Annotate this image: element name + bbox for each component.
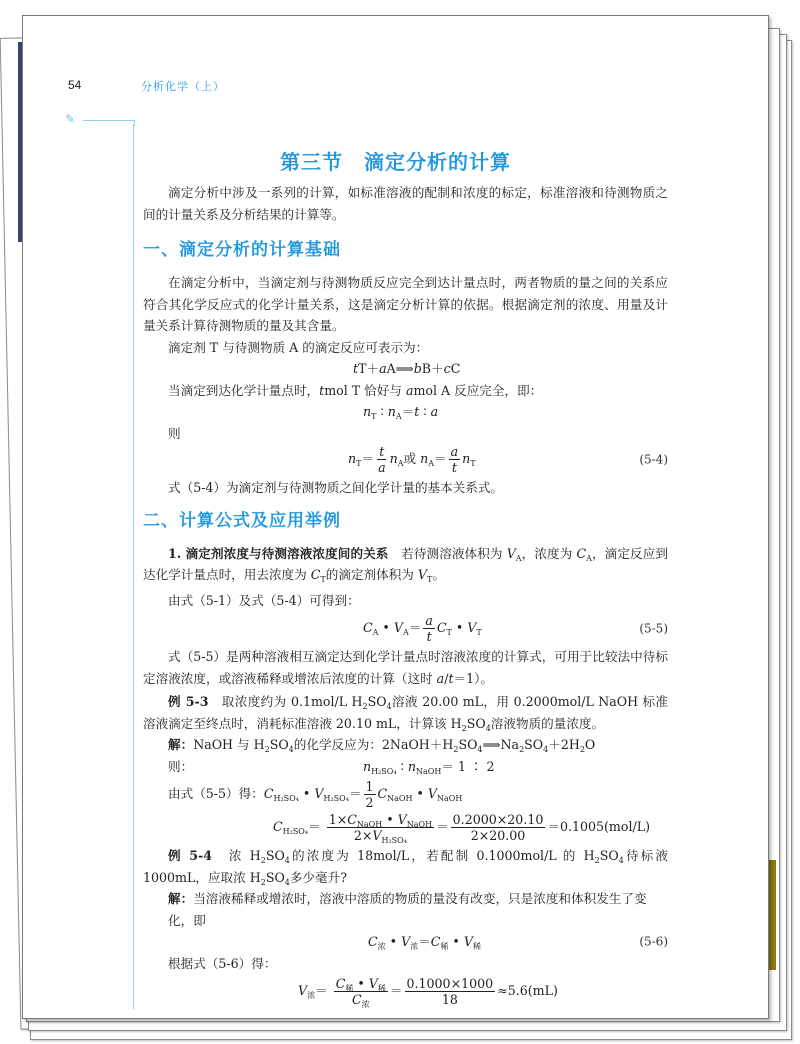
paragraph: 由式（5-1）及式（5-4）可得到：	[168, 592, 360, 608]
example-5-4	[143, 845, 668, 888]
subscript: T	[446, 628, 452, 637]
intro-paragraph: 滴定分析中涉及一系列的计算，如标准溶液的配制和浓度的标定，标准溶液和待测物质之间的计量关系及分析结果的计算等。	[143, 185, 668, 222]
subscript: 稀	[472, 942, 481, 951]
example-label: 例 5-4	[168, 848, 213, 863]
text-run: V	[506, 545, 516, 561]
text-run: n	[420, 451, 429, 466]
text-run: t	[353, 361, 359, 376]
text-run: C	[310, 567, 321, 582]
text-run: SO	[265, 869, 285, 885]
denominator	[352, 828, 409, 843]
eq-part	[273, 819, 325, 834]
text-run: c	[443, 361, 451, 376]
text-run: V	[467, 620, 477, 635]
text-run: •	[382, 812, 398, 827]
reaction-equation	[143, 358, 668, 380]
denominator	[350, 992, 372, 1007]
subscript: T	[470, 459, 476, 468]
subscript: A	[428, 459, 434, 468]
text-run: ＝	[361, 451, 375, 466]
denominator: t	[451, 460, 457, 475]
subscript: 稀	[345, 984, 354, 993]
ratio-equation	[143, 401, 668, 423]
subscript: 浓	[410, 942, 419, 951]
numerator: t	[379, 444, 385, 459]
text-run: T＋	[358, 361, 380, 376]
subscript: 2	[453, 745, 459, 754]
text-run: •	[448, 934, 464, 949]
text-run: C	[430, 934, 441, 949]
numerator	[334, 976, 388, 992]
text-run: V	[401, 934, 411, 949]
fraction	[376, 444, 388, 475]
equation-number: (5-4)	[639, 451, 668, 466]
subscript: 2	[519, 745, 525, 754]
subscript: 2	[362, 702, 368, 711]
equation-number: (5-6)	[639, 934, 668, 948]
subscript: NaOH	[415, 766, 442, 776]
text-run: •	[353, 976, 369, 991]
subscript: 2	[264, 745, 270, 754]
text-run: A⟹	[386, 361, 414, 376]
equation-result: $V_浓=$ $\frac{C_稀 • V_稀}{C_浓}$ ＝ $\frac{0.1000\times 1000}{18}$ ≈5.6(mL)	[298, 976, 558, 1009]
numerator: 0.1000×1000	[406, 976, 494, 991]
denominator: a	[378, 460, 386, 475]
eq-label: 由式（5-5）得：	[168, 786, 264, 801]
text-run: b	[413, 361, 422, 376]
subscript: 4	[284, 877, 290, 887]
text-run: V	[417, 567, 427, 582]
eq-part	[437, 620, 482, 635]
paragraph: 则	[168, 425, 181, 441]
subscript: 2	[594, 856, 600, 865]
margin-rule	[83, 120, 129, 121]
text-run: 2×	[353, 828, 373, 843]
text-run: n	[407, 758, 416, 774]
solution-text: 当溶液稀释或增浓时，溶液中溶质的物质的量没有改变，只是浓度和体积发生了变化，即	[168, 891, 647, 928]
subscript: 4	[543, 745, 549, 754]
equation-5-4	[143, 444, 668, 475]
text-run: n	[363, 404, 372, 419]
text-run: SO	[265, 848, 285, 863]
numerator: a	[425, 613, 433, 628]
text-run: ＝	[348, 786, 362, 801]
subscript: 4	[386, 702, 392, 711]
subscript: NaOH	[406, 820, 433, 829]
text-run: 式（5-5）是两种溶液相互滴定达到化学计量点时溶液浓度的计算式，可用于比较法中待标定溶液浓度，或溶液稀释或增浓后浓度的计算（这时	[143, 649, 668, 686]
numerator	[327, 812, 434, 828]
text-run: 待标液 1000mL，应取浓 H	[143, 848, 669, 885]
text-run: SO	[599, 848, 619, 863]
subscript: A	[397, 459, 404, 468]
subscript: 2	[260, 856, 266, 865]
subscript: 4	[288, 745, 294, 754]
heading-part2: 二、计算公式及应用举例	[143, 510, 341, 531]
text-run: ，浓度为	[521, 545, 577, 561]
text-run: a	[430, 404, 439, 419]
text-run: ＝	[315, 983, 332, 998]
subscript: 2	[260, 877, 266, 887]
subscript: NaOH	[437, 794, 463, 803]
text-run: a	[436, 670, 445, 686]
paragraph: 在滴定分析中，当滴定剂与待测物质反应完全到达计量点时，两者物质的量之间的关系应符合其化学反应式的化学计量关系，这是滴定分析计算的依据。根据滴定剂的浓度、用量及计量关系计算待测物质的量及其含量。	[143, 275, 668, 333]
solution	[143, 734, 668, 756]
text-run: V	[397, 812, 407, 827]
text-run: ∶	[419, 404, 431, 419]
fraction	[405, 976, 496, 1007]
text-run: V	[393, 620, 403, 635]
subscript: H₂SO₄	[323, 794, 349, 803]
text-run: n	[387, 404, 396, 419]
text-run: C	[335, 976, 346, 991]
subscript: NaOH	[356, 820, 383, 829]
text-run: ＝	[408, 620, 422, 635]
example-text	[143, 848, 668, 885]
equation-5-6	[143, 931, 668, 953]
text-run: •	[412, 786, 428, 801]
eq-part	[462, 451, 475, 466]
subscript: NaOH	[387, 794, 413, 803]
text-run: ＝1）。	[453, 670, 493, 686]
text-run: SO	[367, 694, 387, 709]
eq-part	[368, 934, 481, 949]
text-run: C	[576, 545, 587, 561]
item-title: 1. 滴定剂浓度与待测溶液浓度间的关系	[168, 545, 389, 561]
subscript: 稀	[440, 942, 449, 951]
ratio-equation	[363, 759, 495, 774]
subscript: A	[395, 412, 402, 421]
cover-strip	[768, 860, 776, 970]
text-run: C	[363, 620, 373, 635]
paragraph: 根据式（5-6）得：	[168, 955, 277, 971]
text-run: •	[298, 786, 315, 801]
denominator: t	[426, 629, 432, 644]
margin-rule-vertical	[133, 124, 134, 1009]
subscript: H₂SO₄	[282, 827, 309, 836]
subscript: 4	[618, 856, 624, 865]
eq-part	[348, 451, 374, 466]
text-run: V	[463, 934, 473, 949]
page-body	[143, 148, 668, 1007]
paragraph: 式（5-4）为滴定剂与待测物质之间化学计量的基本关系式。	[168, 480, 504, 495]
running-header: 分析化学（上）	[141, 81, 225, 93]
text-run: 1×	[328, 812, 348, 827]
text-run: mol A 反应完全，即：	[413, 382, 543, 398]
subscript: T	[427, 575, 433, 584]
text-run: ＋2H	[548, 737, 580, 752]
page-number: 54	[68, 78, 82, 92]
text-run: C	[263, 786, 274, 801]
fraction	[364, 779, 376, 810]
subscript: 2	[579, 745, 585, 754]
pencil-icon: ✎	[65, 112, 76, 126]
text-run: C	[273, 819, 283, 834]
text-run: SO	[524, 737, 544, 752]
paragraph	[143, 380, 668, 402]
text-run: ，滴定反应到达化学计量点时，用去浓度为	[143, 545, 668, 582]
text-run: a	[405, 382, 414, 398]
text-run: ＝	[308, 819, 325, 834]
text-run: V	[368, 976, 378, 991]
example-text	[143, 694, 668, 731]
text-run: t	[448, 670, 454, 686]
text-run: V	[314, 786, 324, 801]
numerator: 1	[365, 779, 374, 794]
text-run: /	[444, 670, 449, 686]
text-run: ∶	[376, 404, 388, 419]
text-run: n	[462, 451, 471, 466]
text-run: n	[348, 451, 357, 466]
text-run: 浓 H	[212, 848, 261, 863]
text-run: ＝	[434, 451, 447, 466]
heading-part1: 一、滴定分析的计算基础	[143, 240, 341, 260]
subscript: T	[371, 412, 377, 421]
denominator: 2×20.00	[470, 828, 526, 843]
subscript: H₂SO₄	[381, 836, 407, 845]
subscript: A	[515, 553, 522, 563]
subscript: A	[586, 553, 592, 563]
subscript: T	[476, 628, 482, 637]
text-run: 取浓度约为 0.1mol/L H	[208, 694, 363, 709]
text-run: ＝	[401, 404, 415, 419]
fraction	[449, 444, 461, 475]
text-run: ＝	[418, 934, 431, 949]
text-run: C	[351, 992, 362, 1007]
text-run: V	[372, 828, 382, 843]
subscript: 浓	[361, 1000, 370, 1009]
fraction	[451, 812, 546, 843]
text-run: n	[389, 451, 398, 466]
text-run: 溶液 20.00 mL，用 0.2000mol/L NaOH 标准溶液滴定至终点时，消耗标准溶液 20.10 mL，计算该 H	[143, 694, 668, 731]
text-run: V	[427, 786, 438, 801]
solution-label: 解：	[168, 891, 194, 906]
subscript: T	[320, 575, 326, 584]
solution-text	[193, 737, 595, 752]
numerator: a	[450, 444, 459, 459]
paragraph: 滴定剂 T 与待测物质 A 的滴定反应可表示为：	[168, 339, 429, 355]
paragraph	[143, 646, 668, 689]
fraction	[334, 976, 388, 1007]
denominator: 18	[441, 992, 458, 1007]
text-run: 溶液物质的量浓度。	[490, 715, 605, 731]
text-run: C	[450, 361, 461, 376]
eq-result: ≈5.6(mL)	[497, 983, 558, 998]
text-run: 的化学反应为：2NaOH＋H	[293, 737, 454, 752]
subscript: 4	[284, 856, 290, 865]
text-run: t	[319, 382, 325, 398]
subscript: 4	[477, 745, 483, 754]
solution-label: 解：	[168, 737, 194, 752]
text-run: a	[379, 361, 387, 376]
text-run: O	[584, 737, 596, 752]
solution	[143, 888, 668, 931]
example-5-3	[143, 691, 668, 734]
text-run: 。	[432, 567, 445, 582]
subscript: 4	[485, 723, 491, 733]
subscript: A	[402, 628, 409, 637]
equation-5-5	[143, 613, 668, 644]
ratio-line	[143, 756, 668, 778]
eq-part	[390, 451, 447, 466]
text-run: •	[378, 620, 394, 635]
eq-part	[378, 786, 463, 801]
text-run: •	[451, 620, 468, 635]
text-run: •	[385, 934, 402, 949]
margin-rule-corner	[129, 120, 135, 126]
text-run: C	[436, 620, 447, 635]
text-run: ∶	[396, 758, 408, 774]
text-run: SO	[269, 737, 289, 752]
text-run: ⟹Na	[482, 737, 520, 752]
text-run: NaOH 与 H	[193, 737, 265, 752]
subscript: T	[356, 459, 362, 468]
eq-result: ＝0.1005(mol/L)	[547, 819, 650, 834]
numerator: 0.2000×20.10	[452, 812, 544, 827]
text-run: 或	[403, 451, 421, 466]
text-run: 的滴定剂体积为	[325, 567, 418, 582]
example-label: 例 5-3	[168, 694, 209, 709]
section-title: 第三节 滴定分析的计算	[280, 150, 511, 174]
subscript: 浓	[377, 942, 386, 951]
text-run: SO	[466, 715, 486, 731]
eq-part	[298, 983, 332, 998]
equation-number: (5-5)	[639, 620, 668, 635]
text-run: C	[368, 934, 378, 949]
subscript: H₂SO₄	[273, 794, 299, 803]
text-run: n	[363, 758, 372, 774]
denominator: 2	[365, 795, 374, 810]
subscript: A	[372, 628, 379, 637]
equation-result: $C_{H_2SO_4}=$ $\frac{1\times C_{NaOH} • V_{NaOH}}{2\times V_{H_2SO_4}}$ ＝ $\frac{0.2000\times 20.10}{2\times 20.00}$ ＝0.1005(mol/L)	[273, 812, 650, 845]
then-label: 则：	[168, 758, 194, 774]
subscript: 稀	[377, 984, 386, 993]
text-run: t	[414, 404, 420, 419]
subscript: 浓	[307, 991, 316, 1000]
subscript: 2	[461, 723, 467, 733]
text-run: 的浓度为 18mol/L，若配制 0.1000mol/L 的 H	[289, 848, 595, 863]
eq-part	[264, 786, 362, 801]
fraction	[327, 812, 434, 843]
text-run: B＋	[421, 361, 444, 376]
text-run: ＝ 1 ∶ 2	[441, 758, 495, 774]
text-run: V	[298, 983, 308, 998]
text-run: SO	[458, 737, 478, 752]
fraction	[423, 613, 435, 644]
paragraph	[143, 543, 668, 586]
text-run: C	[377, 786, 388, 801]
equation-line	[143, 779, 668, 810]
book-page	[22, 15, 769, 1019]
text-run: 多少毫升?	[289, 869, 347, 885]
text-run: mol T 恰好与	[324, 382, 406, 398]
text-run: C	[347, 812, 357, 827]
subscript: H₂SO₄	[371, 766, 397, 776]
text-run: 当滴定到达化学计量点时，	[168, 382, 320, 398]
eq-part	[363, 620, 421, 635]
text-run: 若待测溶液体积为	[388, 545, 507, 561]
